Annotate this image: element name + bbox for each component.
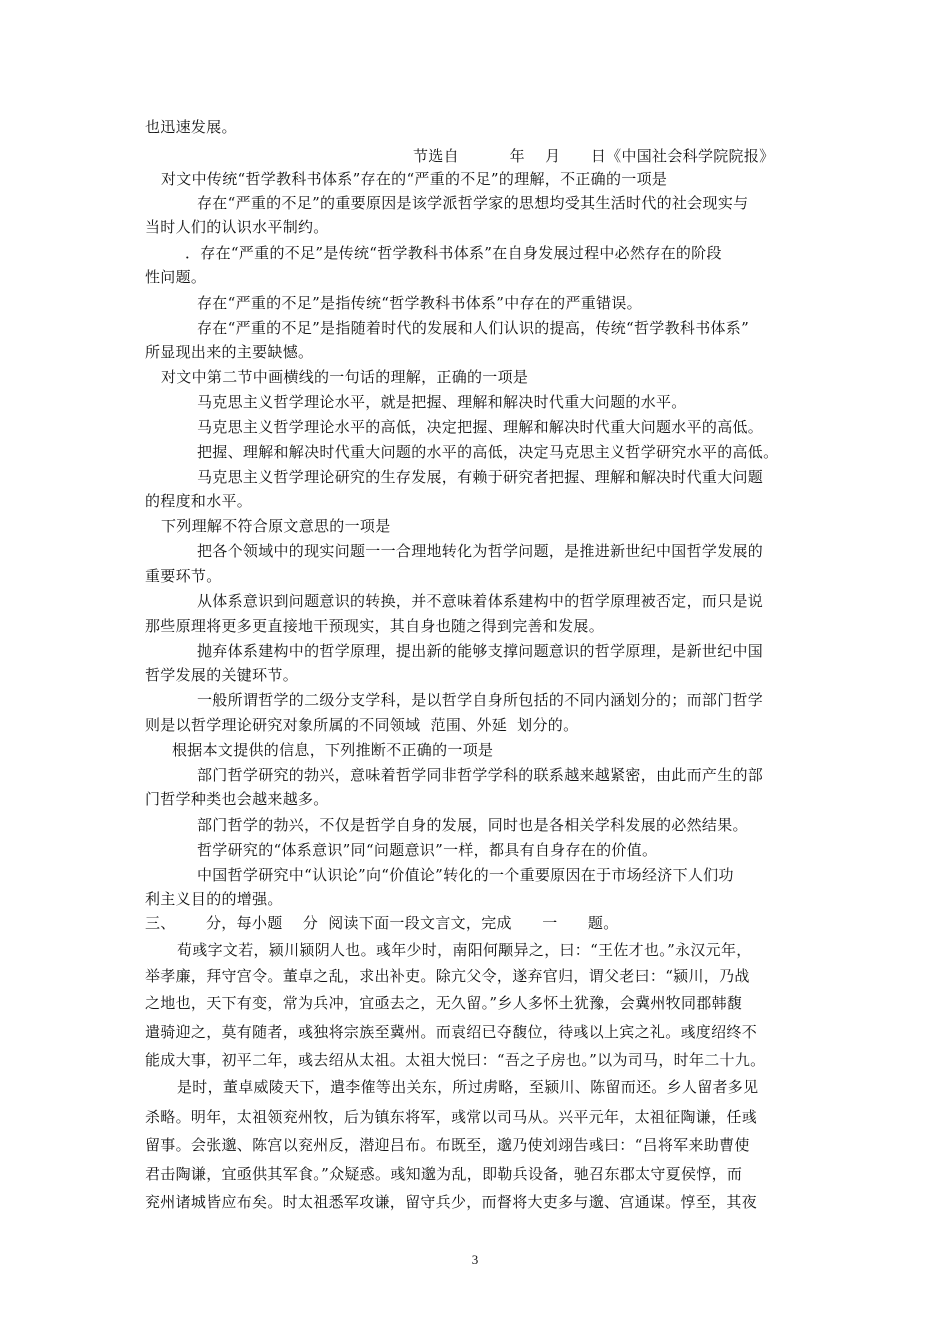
passage-line: 兖州诸城皆应布矣。时太祖悉军攻谦，留守兵少，而督将大吏多与邈、宫通谋。惇至，其夜 xyxy=(145,1193,758,1211)
text-line: 的程度和水平。 xyxy=(145,492,253,510)
option-text: 中国哲学研究中“认识论”向“价值论”转化的一个重要原因在于市场经济下人们功 xyxy=(197,866,734,884)
option-text: 马克思主义哲学理论水平，就是把握、理解和解决时代重大问题的水平。 xyxy=(197,393,687,411)
passage-line: 举孝廉，拜守宫令。董卓之乱，求出补吏。除亢父令，遂弃官归，谓父老曰：“颍川，乃战 xyxy=(145,967,750,985)
passage-line: 之地也，天下有变，常为兵冲，宜亟去之，无久留。”乡人多怀土犹豫，会冀州牧同郡韩馥 xyxy=(145,994,743,1012)
option-text: 一般所谓哲学的二级分支学科，是以哲学自身所包括的不同内涵划分的；而部门哲学 xyxy=(197,691,764,709)
text-line: 那些原理将更多更直接地干预现实，其自身也随之得到完善和发展。 xyxy=(145,617,605,635)
option-text: 马克思主义哲学理论研究的生存发展，有赖于研究者把握、理解和解决时代重大问题 xyxy=(197,468,764,486)
text-line: 利主义目的的增强。 xyxy=(145,890,283,908)
passage-line: 遣骑迎之，莫有随者，彧独将宗族至冀州。而袁绍已夺馥位，待彧以上宾之礼。彧度绍终不 xyxy=(145,1023,758,1041)
text-line: 当时人们的认识水平制约。 xyxy=(145,218,329,236)
text-line: 则是以哲学理论研究对象所属的不同领域 范围、外延 划分的。 xyxy=(145,716,579,734)
question-stem: 对文中第二节中画横线的一句话的理解，正确的一项是 xyxy=(161,368,529,386)
passage-line: 杀略。明年，太祖领兖州牧，后为镇东将军，彧常以司马从。兴平元年，太祖征陶谦，任彧 xyxy=(145,1108,758,1126)
question-stem: 下列理解不符合原文意思的一项是 xyxy=(161,517,391,535)
option-text: 马克思主义哲学理论水平的高低，决定把握、理解和解决时代重大问题水平的高低。 xyxy=(197,418,764,436)
text-line: 性问题。 xyxy=(145,268,207,286)
option-text: 部门哲学的勃兴，不仅是哲学自身的发展，同时也是各相关学科发展的必然结果。 xyxy=(197,816,748,834)
source-citation: 节选自 年 月 日《中国社会科学院院报》 xyxy=(413,147,775,165)
page-number: 3 xyxy=(471,1252,479,1267)
option-text: ．存在“严重的不足”是传统“哲学教科书体系”在自身发展过程中必然存在的阶段 xyxy=(185,244,722,262)
option-text: 存在“严重的不足”是指随着时代的发展和人们认识的提高，传统“哲学教科书体系” xyxy=(197,319,750,337)
section-heading: 三、 分，每小题 分 阅读下面一段文言文，完成 一 题。 xyxy=(145,914,619,932)
passage-line: 是时，董卓威陵天下，遣李傕等出关东，所过虏略，至颍川、陈留而还。乡人留者多见 xyxy=(177,1078,759,1096)
option-text: 部门哲学研究的勃兴，意味着哲学同非哲学学科的联系越来越紧密，由此而产生的部 xyxy=(197,766,764,784)
option-text: 抛弃体系建构中的哲学原理，提出新的能够支撑问题意识的哲学原理，是新世纪中国 xyxy=(197,642,764,660)
option-text: 把各个领域中的现实问题一一合理地转化为哲学问题，是推进新世纪中国哲学发展的 xyxy=(197,542,764,560)
passage-line: 君击陶谦，宜亟供其军食。”众疑惑。彧知邈为乱，即勒兵设备，驰召东郡太守夏侯惇，而 xyxy=(145,1165,743,1183)
passage-line: 能成大事，初平二年，彧去绍从太祖。太祖大悦曰：“吾之子房也。”以为司马，时年二十九。 xyxy=(145,1051,766,1069)
passage-line: 荀彧字文若，颍川颍阴人也。彧年少时，南阳何颙异之，曰：“王佐才也。”永汉元年， xyxy=(177,941,752,959)
option-text: 哲学研究的“体系意识”同“问题意识”一样，都具有自身存在的价值。 xyxy=(197,841,658,859)
passage-line: 留事。会张邈、陈宫以兖州反，潜迎吕布。布既至，邈乃使刘翊告彧曰：“吕将军来助曹使 xyxy=(145,1136,750,1154)
option-text: 存在“严重的不足”是指传统“哲学教科书体系”中存在的严重错误。 xyxy=(197,294,642,312)
text-line: 所显现出来的主要缺憾。 xyxy=(145,343,314,361)
text-line: 也迅速发展。 xyxy=(145,118,237,136)
text-line: 重要环节。 xyxy=(145,567,222,585)
text-line: 哲学发展的关键环节。 xyxy=(145,666,299,684)
question-stem: 对文中传统“哲学教科书体系”存在的“严重的不足”的理解，不正确的一项是 xyxy=(161,170,668,188)
question-stem: 根据本文提供的信息，下列推断不正确的一项是 xyxy=(172,741,494,759)
option-text: 从体系意识到问题意识的转换，并不意味着体系建构中的哲学原理被否定，而只是说 xyxy=(197,592,764,610)
option-text: 存在“严重的不足”的重要原因是该学派哲学家的思想均受其生活时代的社会现实与 xyxy=(197,194,749,212)
text-line: 门哲学种类也会越来越多。 xyxy=(145,790,329,808)
option-text: 把握、理解和解决时代重大问题的水平的高低，决定马克思主义哲学研究水平的高低。 xyxy=(197,443,779,461)
